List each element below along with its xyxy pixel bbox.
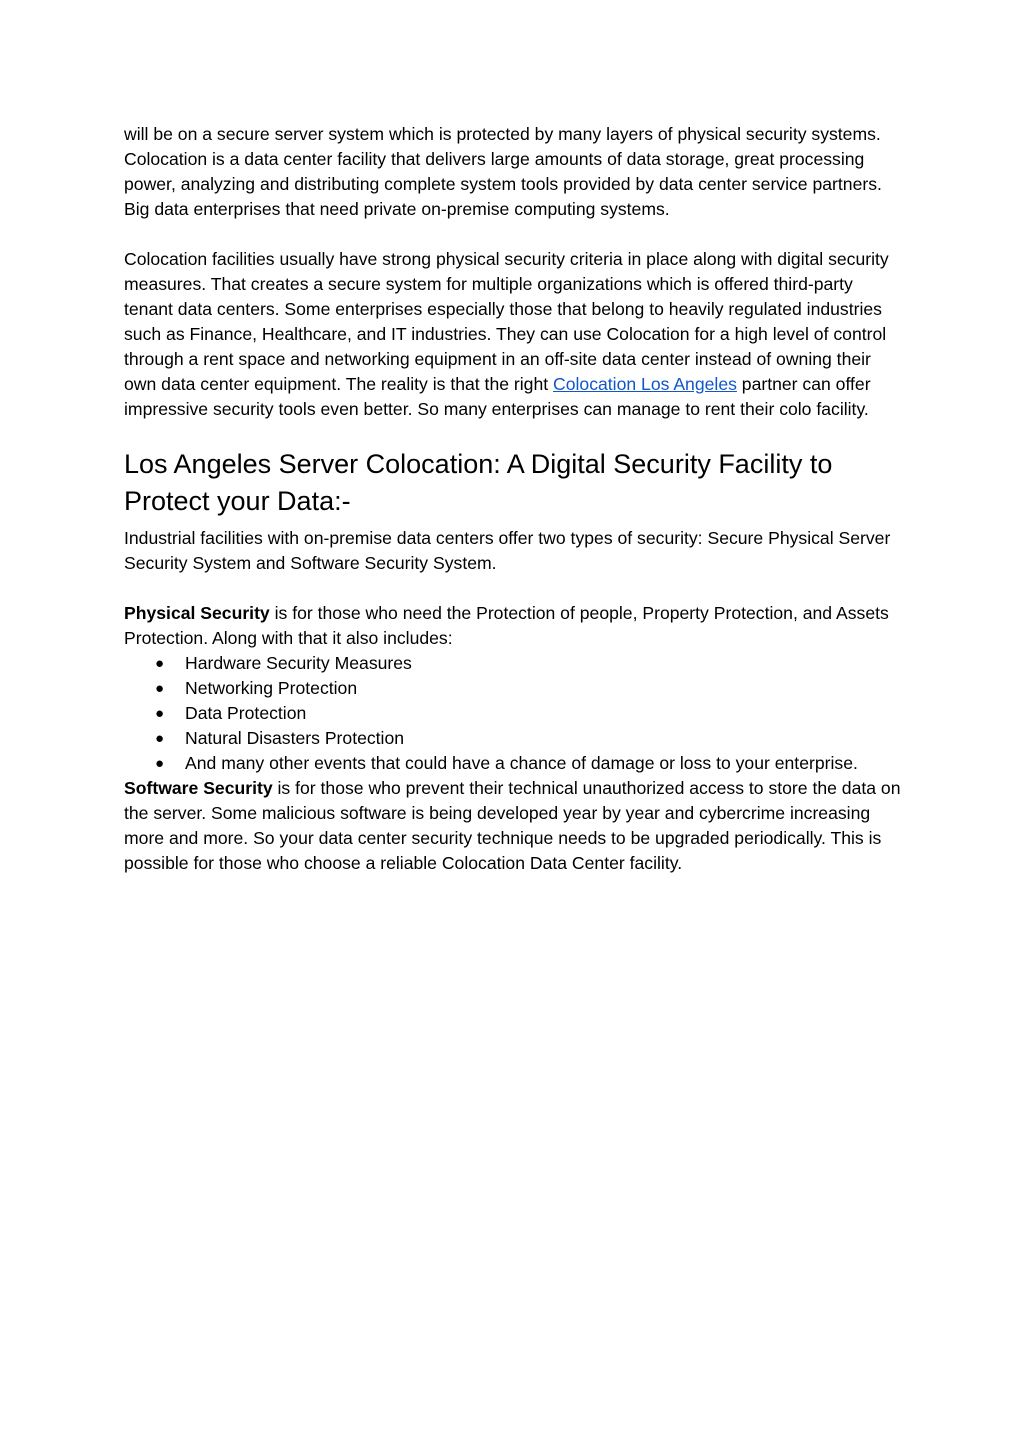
colocation-paragraph: [124, 247, 904, 422]
colocation-text-before-link: Colocation facilities usually have strong physical security criteria in place along with digital security measures. That creates a secure system for multiple organizations which is offered third-party tenant data centers. Some enterprises especially those that belong to heavily regulated industries such as Finance, Healthcare, and IT industries. They can use Colocation for a high level of control through a rent space and networking equipment in an off-site data center instead of owning their own data center equipment. The reality is that the right: [124, 249, 889, 394]
list-item: [155, 751, 904, 776]
list-item: [155, 726, 904, 751]
security-types-paragraph: Industrial facilities with on-premise data centers offer two types of security: Secure Physical Server Security System and Software Security System.: [124, 528, 891, 573]
list-item: [155, 701, 904, 726]
bullet-icon: ●: [155, 680, 165, 697]
list-item-text: Data Protection: [185, 703, 307, 723]
software-security-label: Software Security: [124, 778, 273, 798]
list-item: [155, 651, 904, 676]
software-security-paragraph: [124, 776, 904, 876]
physical-security-paragraph: [124, 601, 904, 651]
paragraph-spacer: [124, 222, 904, 247]
list-item-text: Networking Protection: [185, 678, 358, 698]
list-item-text: Natural Disasters Protection: [185, 728, 405, 748]
bullet-icon: ●: [155, 755, 165, 772]
list-item-text: Hardware Security Measures: [185, 653, 412, 673]
software-security-text: is for those who prevent their technical unauthorized access to store the data on the server. Some malicious software is being developed year by year and cybercrime increasing more and more. So your data center security technique needs to be upgraded periodically. This is possible for those who choose a reliable Colocation Data Center facility.: [124, 778, 901, 873]
bullet-icon: ●: [155, 730, 165, 747]
physical-security-text: is for those who need the Protection of people, Property Protection, and Assets Protection. Along with that it also includes:: [124, 603, 889, 648]
section-heading: Los Angeles Server Colocation: A Digital Security Facility to Protect your Data:-: [124, 449, 833, 516]
physical-security-label: Physical Security: [124, 603, 270, 623]
bullet-icon: ●: [155, 655, 165, 672]
document-body: [124, 122, 904, 876]
bullet-icon: ●: [155, 705, 165, 722]
list-item-text: And many other events that could have a chance of damage or loss to your enterprise.: [185, 753, 858, 773]
paragraph-spacer: [124, 576, 904, 601]
colocation-los-angeles-link[interactable]: Colocation Los Angeles: [553, 374, 737, 394]
intro-paragraph: will be on a secure server system which is protected by many layers of physical security systems. Colocation is a data center facility that delivers large amounts of data storage, great processing power, analyzing and distributing complete system tools provided by data center service partners. Big data enterprises that need private on-premise computing systems.: [124, 124, 882, 219]
colocation-text-after-link: partner can offer impressive security tools even better. So many enterprises can manage to rent their colo facility.: [124, 374, 871, 419]
list-item: [155, 676, 904, 701]
physical-security-list: [124, 651, 904, 776]
